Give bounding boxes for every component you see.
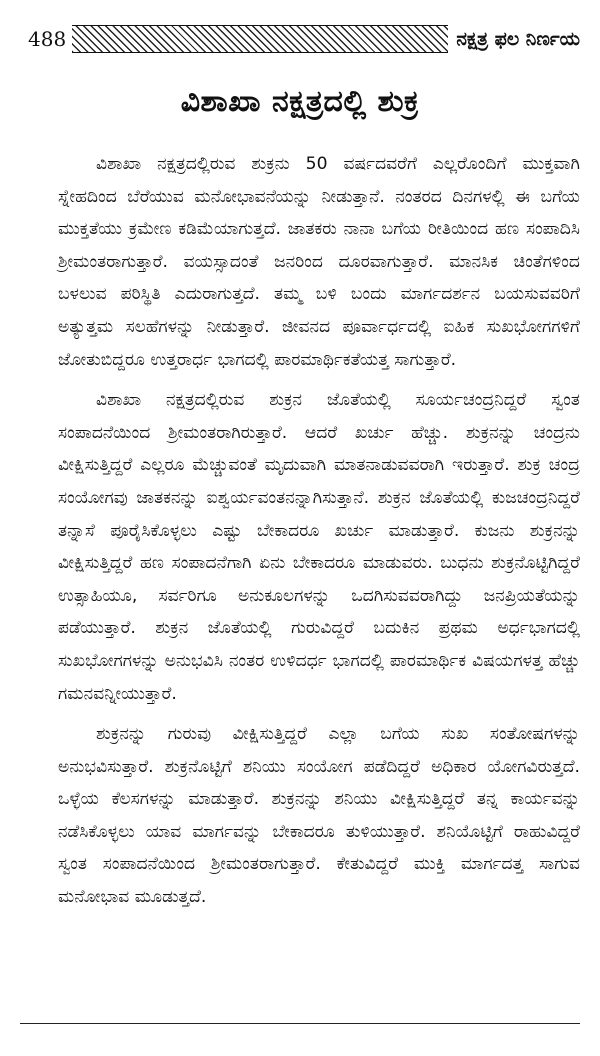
paragraph: ವಿಶಾಖಾ ನಕ್ಷತ್ರದಲ್ಲಿರುವ ಶುಕ್ರನ ಜೊತೆಯಲ್ಲಿ ಸೂರ್ಯಚಂದ್ರನಿದ್ದರೆ ಸ್ವಂತ ಸಂಪಾದನೆಯಿಂದ ಶ್ರೀಮಂತರಾಗಿರುತ್ತಾರೆ. ಆದರೆ ಖರ್ಚು ಹೆಚ್ಚು. ಶುಕ್ರನನ್ನು ಚಂದ್ರನು ವೀಕ್ಷಿಸುತ್ತಿದ್ದರೆ ಎಲ್ಲರೂ ಮೆಚ್ಚುವಂತೆ ಮೃದುವಾಗಿ ಮಾತನಾಡುವವರಾಗಿ ಇರುತ್ತಾರೆ. ಶುಕ್ರ ಚಂದ್ರ ಸಂಯೋಗವು ಜಾತಕನನ್ನು ಐಶ್ವರ್ಯವಂತನನ್ನಾಗಿಸುತ್ತಾನೆ. ಶುಕ್ರನ ಜೊತೆಯಲ್ಲಿ ಕುಜಚಂದ್ರನಿದ್ದರೆ ತನ್ನಾಸೆ ಪೂರೈಸಿಕೊಳ್ಳಲು ಎಷ್ಟು ಬೇಕಾದರೂ ಖರ್ಚು ಮಾಡುತ್ತಾರೆ. ಕುಜನು ಶುಕ್ರನನ್ನು ವೀಕ್ಷಿಸುತ್ತಿದ್ದರೆ ಹಣ ಸಂಪಾದನೆಗಾಗಿ ಏನು ಬೇಕಾದರೂ ಮಾಡುವರು. ಬುಧನು ಶುಕ್ರನೊಟ್ಟಿಗಿದ್ದರೆ ಉತ್ಸಾಹಿಯೂ, ಸರ್ವರಿಗೂ ಅನುಕೂಲಗಳನ್ನು ಒದಗಿಸುವವರಾಗಿದ್ದು ಜನಪ್ರಿಯತೆಯನ್ನು ಪಡೆಯುತ್ತಾರೆ. ಶುಕ್ರನ ಜೊತೆಯಲ್ಲಿ ಗುರುವಿದ್ದರೆ ಬದುಕಿನ ಪ್ರಥಮ ಅರ್ಧಭಾಗದಲ್ಲಿ ಸುಖಭೋಗಗಳನ್ನು ಅನುಭವಿಸಿ ನಂತರ ಉಳಿದರ್ಧ ಭಾಗದಲ್ಲಿ ಪಾರಮಾರ್ಥಿಕ ವಿಷಯಗಳತ್ತ ಹೆಚ್ಚು ಗಮನವನ್ನೀಯುತ್ತಾರೆ.	[58, 390, 580, 704]
page-header	[20, 22, 580, 56]
header-hatch-band	[72, 25, 448, 53]
footer-rule	[20, 1023, 580, 1024]
paragraph: ವಿಶಾಖಾ ನಕ್ಷತ್ರದಲ್ಲಿರುವ ಶುಕ್ರನು 50 ವರ್ಷದವರೆಗೆ ಎಲ್ಲರೊಂದಿಗೆ ಮುಕ್ತವಾಗಿ ಸ್ನೇಹದಿಂದ ಬೆರೆಯುವ ಮನೋಭಾವನೆಯನ್ನು ನೀಡುತ್ತಾನೆ. ನಂತರದ ದಿನಗಳಲ್ಲಿ ಈ ಬಗೆಯ ಮುಕ್ತತೆಯು ಕ್ರಮೇಣ ಕಡಿಮೆಯಾಗುತ್ತದೆ. ಜಾತಕರು ನಾನಾ ಬಗೆಯ ರೀತಿಯಿಂದ ಹಣ ಸಂಪಾದಿಸಿ ಶ್ರೀಮಂತರಾಗುತ್ತಾರೆ. ವಯಸ್ಸಾದಂತೆ ಜನರಿಂದ ದೂರವಾಗುತ್ತಾರೆ. ಮಾನಸಿಕ ಚಿಂತೆಗಳಿಂದ ಬಳಲುವ ಪರಿಸ್ಥಿತಿ ಎದುರಾಗುತ್ತದೆ. ತಮ್ಮ ಬಳಿ ಬಂದು ಮಾರ್ಗದರ್ಶನ ಬಯಸುವವರಿಗೆ ಅತ್ಯುತ್ತಮ ಸಲಹೆಗಳನ್ನು ನೀಡುತ್ತಾರೆ. ಜೀವನದ ಪೂರ್ವಾರ್ಧದಲ್ಲಿ ಐಹಿಕ ಸುಖಭೋಗಗಳಿಗೆ ಜೋತುಬಿದ್ದರೂ ಉತ್ತರಾರ್ಧ ಭಾಗದಲ್ಲಿ ಪಾರಮಾರ್ಥಿಕತೆಯತ್ತ ಸಾಗುತ್ತಾರೆ.	[58, 154, 580, 370]
page-number: 488	[20, 22, 72, 56]
paragraph: ಶುಕ್ರನನ್ನು ಗುರುವು ವೀಕ್ಷಿಸುತ್ತಿದ್ದರೆ ಎಲ್ಲಾ ಬಗೆಯ ಸುಖ ಸಂತೋಷಗಳನ್ನು ಅನುಭವಿಸುತ್ತಾರೆ. ಶುಕ್ರನೊಟ್ಟಿಗೆ ಶನಿಯು ಸಂಯೋಗ ಪಡೆದಿದ್ದರೆ ಅಧಿಕಾರ ಯೋಗವಿರುತ್ತದೆ. ಒಳ್ಳೆಯ ಕೆಲಸಗಳನ್ನು ಮಾಡುತ್ತಾರೆ. ಶುಕ್ರನನ್ನು ಶನಿಯು ವೀಕ್ಷಿಸುತ್ತಿದ್ದರೆ ತನ್ನ ಕಾರ್ಯವನ್ನು ನಡೆಸಿಕೊಳ್ಳಲು ಯಾವ ಮಾರ್ಗವನ್ನು ಬೇಕಾದರೂ ತುಳಿಯುತ್ತಾರೆ. ಶನಿಯೊಟ್ಟಿಗೆ ರಾಹುವಿದ್ದರೆ ಸ್ವಂತ ಸಂಪಾದನೆಯಿಂದ ಶ್ರೀಮಂತರಾಗುತ್ತಾರೆ. ಕೇತುವಿದ್ದರೆ ಮುಕ್ತಿ ಮಾರ್ಗದತ್ತ ಸಾಗುವ ಮನೋಭಾವ ಮೂಡುತ್ತದೆ.	[58, 724, 580, 908]
running-title: ನಕ್ಷತ್ರ ಫಲ ನಿರ್ಣಯ	[448, 22, 580, 56]
body-text	[58, 148, 580, 922]
chapter-title: ವಿಶಾಖಾ ನಕ್ಷತ್ರದಲ್ಲಿ ಶುಕ್ರ	[180, 84, 420, 119]
